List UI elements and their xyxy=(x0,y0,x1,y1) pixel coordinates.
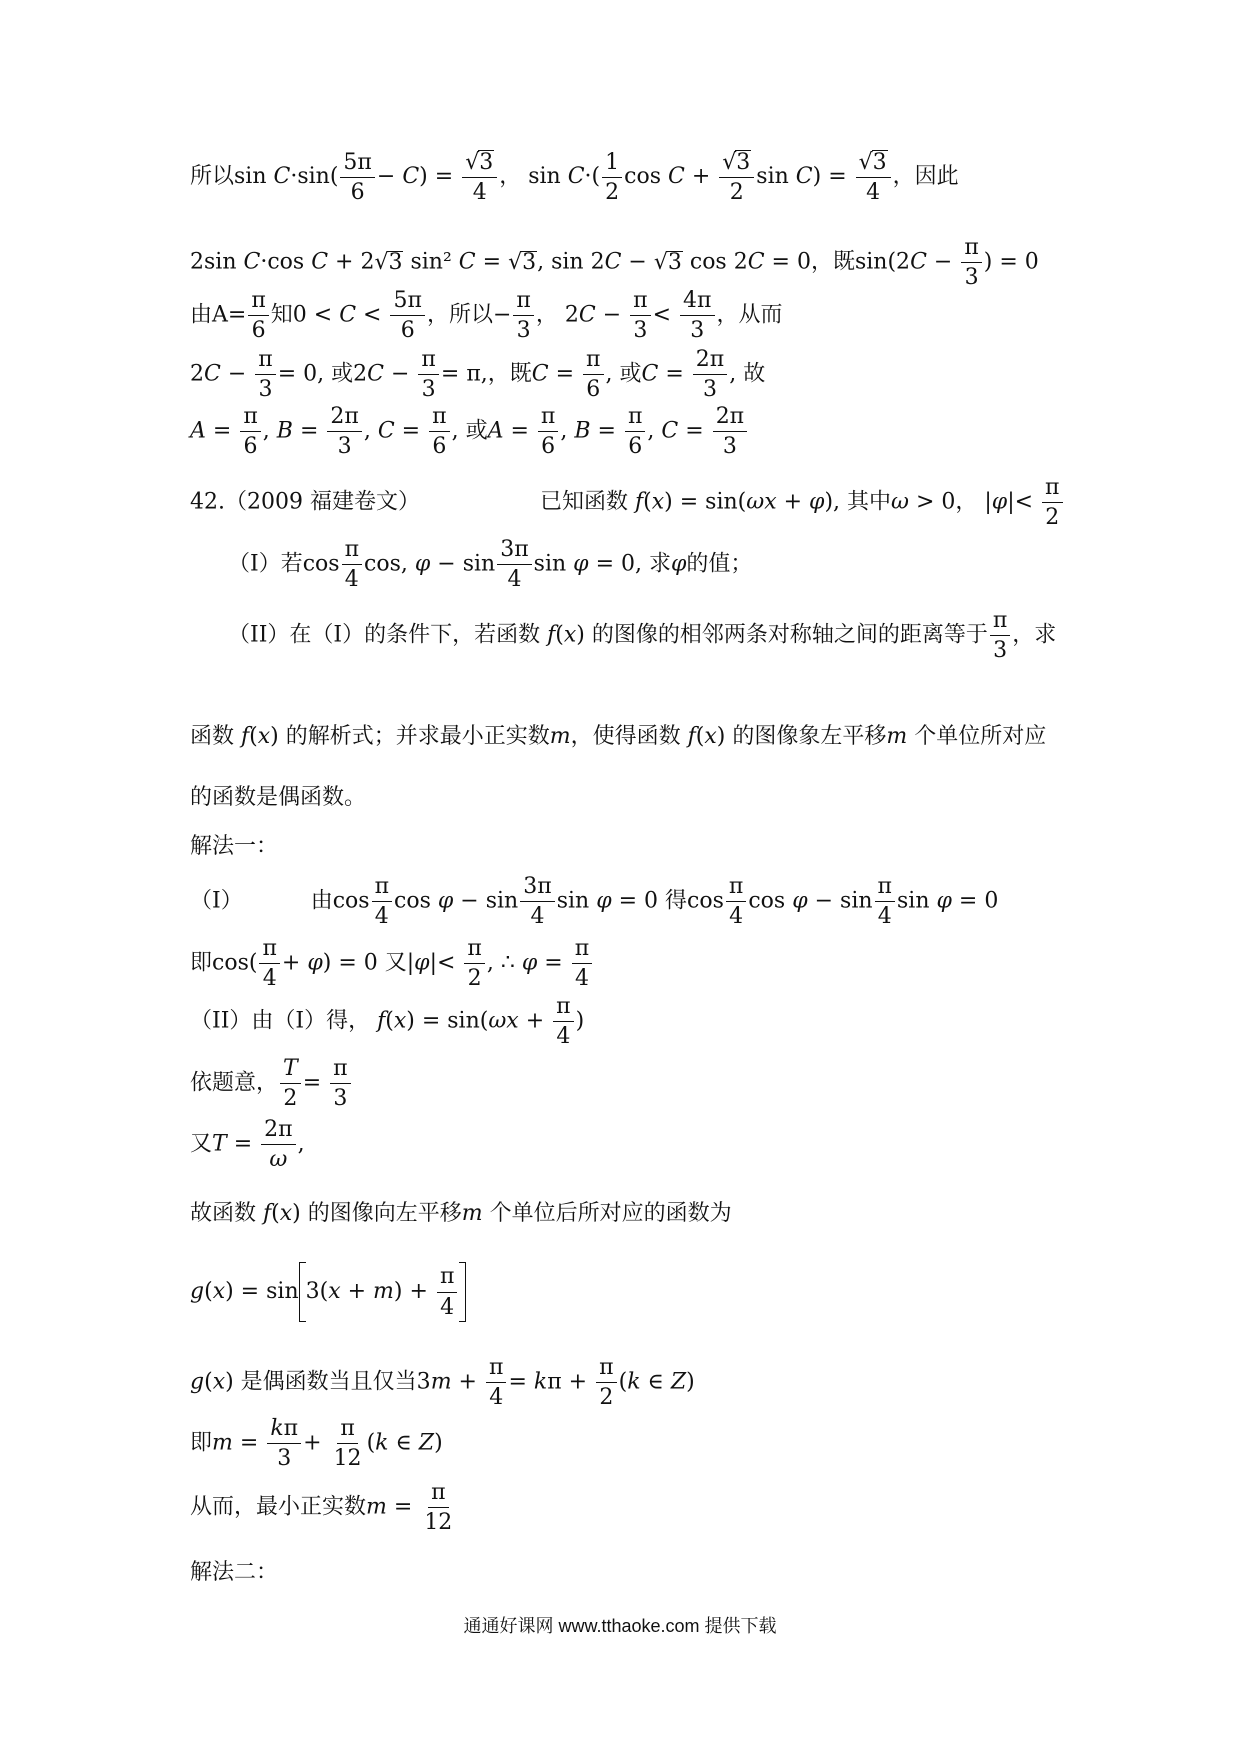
page-footer: 通通好课网 www.tthaoke.com 提供下载 xyxy=(463,1616,777,1636)
line-5: A = $\frac{\pi}{6}$ , B = $\frac{2\pi}{3}$ , C = $\frac{\pi}{6}$ , 或A = $\frac{\pi}{6}$ , B = $\frac{\pi}{6}$ , C = $\frac{2\pi}{3}$ xyxy=(190,405,749,458)
line-15: 依题意， $\frac{T}{2}$ = $\frac{\pi}{3}$ xyxy=(190,1057,353,1110)
line-16: 又T = $\frac{2\pi}{\omega}$ , xyxy=(190,1117,305,1173)
line-10: 的函数是偶函数。 xyxy=(190,785,367,810)
line-2: 2sin C·cos C + 2√3 sin² C = √3, sin 2C − √3 cos 2C = 0，既sin(2C − $\frac{\pi}{3}$ ) = 0 xyxy=(190,235,1039,291)
line-6: 42.（2009 福建卷文） 已知函数 f(x) = sin(ωx + φ), 其中ω > 0， |φ|< $\frac{\pi}{2}$ xyxy=(190,476,1065,529)
line-8: （II）在（I）的条件下，若函数 f(x) 的图像的相邻两条对称轴之间的距离等于 $\frac{\pi}{3}$ ，求 xyxy=(228,608,1057,664)
line-14: （II）由（I）得， f(x) = sin(ωx + $\frac{\pi}{4}$ ) xyxy=(190,994,585,1050)
line-17: 故函数 f(x) 的图像向左平移m 个单位后所对应的函数为 xyxy=(190,1201,732,1226)
line-1: 所以sin C·sin( $\frac{5\pi}{6}$ − C) = $\frac{√3}{4}$ ， sin C·( $\frac{1}{2}$ cos C + $\frac{√3}{2}$ sin C) = $\frac{√3}{4}$ ，因此 xyxy=(190,149,959,206)
line-3: 由A= $\frac{\pi}{6}$ 知0 < C < $\frac{5\pi}{6}$ ，所以− $\frac{\pi}{3}$ ， 2C − $\frac{\pi}{3}$ < $\frac{4\pi}{3}$ ，从而 xyxy=(190,288,783,344)
line-7: （I）若cos $\frac{\pi}{4}$ cos, φ − sin $\frac{3\pi}{4}$ sin φ = 0, 求φ的值； xyxy=(228,537,753,593)
line-18: g(x) = sin 3(x + m) + $\frac{\pi}{4}$ xyxy=(190,1262,466,1322)
line-20: 即m = $\frac{k\pi}{3}$ + $\frac{\pi}{12}$ (k ∈ Z) xyxy=(190,1416,443,1472)
line-13: 即cos( $\frac{\pi}{4}$ + φ) = 0 又|φ|< $\frac{\pi}{2}$ , ∴ φ = $\frac{\pi}{4}$ xyxy=(190,937,594,990)
line-4: 2C − $\frac{\pi}{3}$ = 0, 或2C − $\frac{\pi}{3}$ = π,，既C = $\frac{\pi}{6}$ , 或C = $\frac{2\pi}{3}$ , 故 xyxy=(190,347,766,403)
line-12: （I） 由cos $\frac{\pi}{4}$ cos φ − sin $\frac{3\pi}{4}$ sin φ = 0 得cos $\frac{\pi}{4}$ cos φ − sin $\frac{\pi}{4}$ sin φ = 0 xyxy=(190,874,999,930)
line-22: 解法二： xyxy=(190,1560,279,1585)
line-19: g(x) 是偶函数当且仅当3m + $\frac{\pi}{4}$ = kπ + $\frac{\pi}{2}$ (k ∈ Z) xyxy=(190,1355,695,1411)
line-9: 函数 f(x) 的解析式；并求最小正实数m，使得函数 f(x) 的图像象左平移m 个单位所对应 xyxy=(190,724,1047,749)
line-21: 从而，最小正实数m = $\frac{\pi}{12}$ xyxy=(190,1480,453,1536)
line-11: 解法一： xyxy=(190,834,279,859)
